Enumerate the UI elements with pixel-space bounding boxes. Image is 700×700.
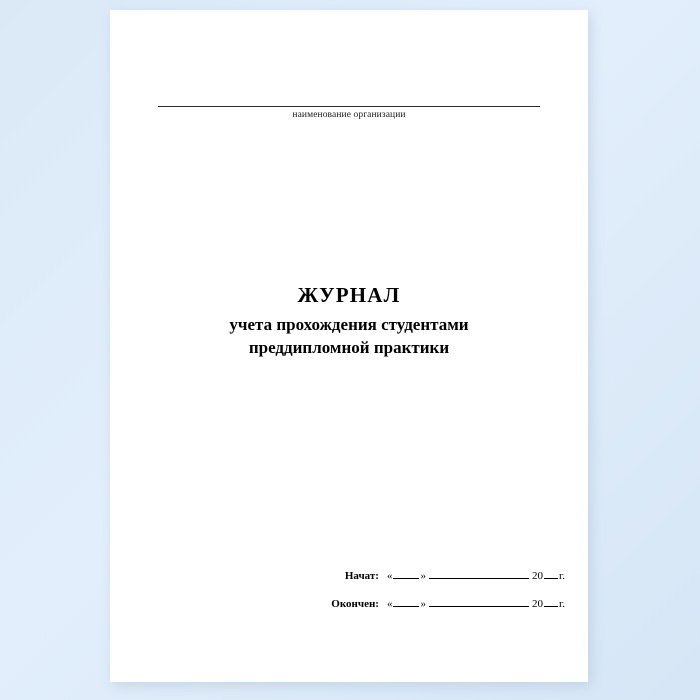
document-subtitle-line-2: преддипломной практики bbox=[248, 338, 450, 358]
end-quote-open: « bbox=[386, 598, 393, 610]
start-month-field[interactable] bbox=[429, 578, 529, 579]
start-date-row bbox=[325, 570, 565, 582]
organization-name-caption: наименование организации bbox=[292, 110, 406, 120]
organization-name-block bbox=[158, 105, 540, 120]
end-year-suffix: г. bbox=[558, 598, 565, 610]
end-date-label: Окончен: bbox=[331, 598, 379, 610]
start-date-label: Начат: bbox=[344, 570, 379, 582]
start-year-field[interactable] bbox=[544, 578, 558, 579]
end-year-prefix: 20 bbox=[531, 598, 543, 610]
start-year-prefix: 20 bbox=[531, 570, 543, 582]
start-year-suffix: г. bbox=[558, 570, 565, 582]
page-title: ЖУРНАЛ bbox=[297, 283, 401, 307]
end-year-field[interactable] bbox=[544, 606, 558, 607]
document-page bbox=[110, 10, 588, 682]
start-day-field[interactable] bbox=[393, 578, 419, 579]
end-date-row bbox=[325, 598, 565, 610]
organization-name-rule bbox=[158, 105, 540, 107]
end-month-field[interactable] bbox=[429, 606, 529, 607]
document-title-block bbox=[150, 282, 548, 360]
dates-block bbox=[325, 570, 565, 626]
end-quote-close: » bbox=[420, 598, 426, 610]
end-date-fields bbox=[387, 598, 565, 610]
end-day-field[interactable] bbox=[393, 606, 419, 607]
start-quote-close: » bbox=[420, 570, 426, 582]
document-subtitle-line-1: учета прохождения студентами bbox=[229, 315, 469, 335]
start-date-fields bbox=[387, 570, 565, 582]
start-quote-open: « bbox=[386, 570, 393, 582]
